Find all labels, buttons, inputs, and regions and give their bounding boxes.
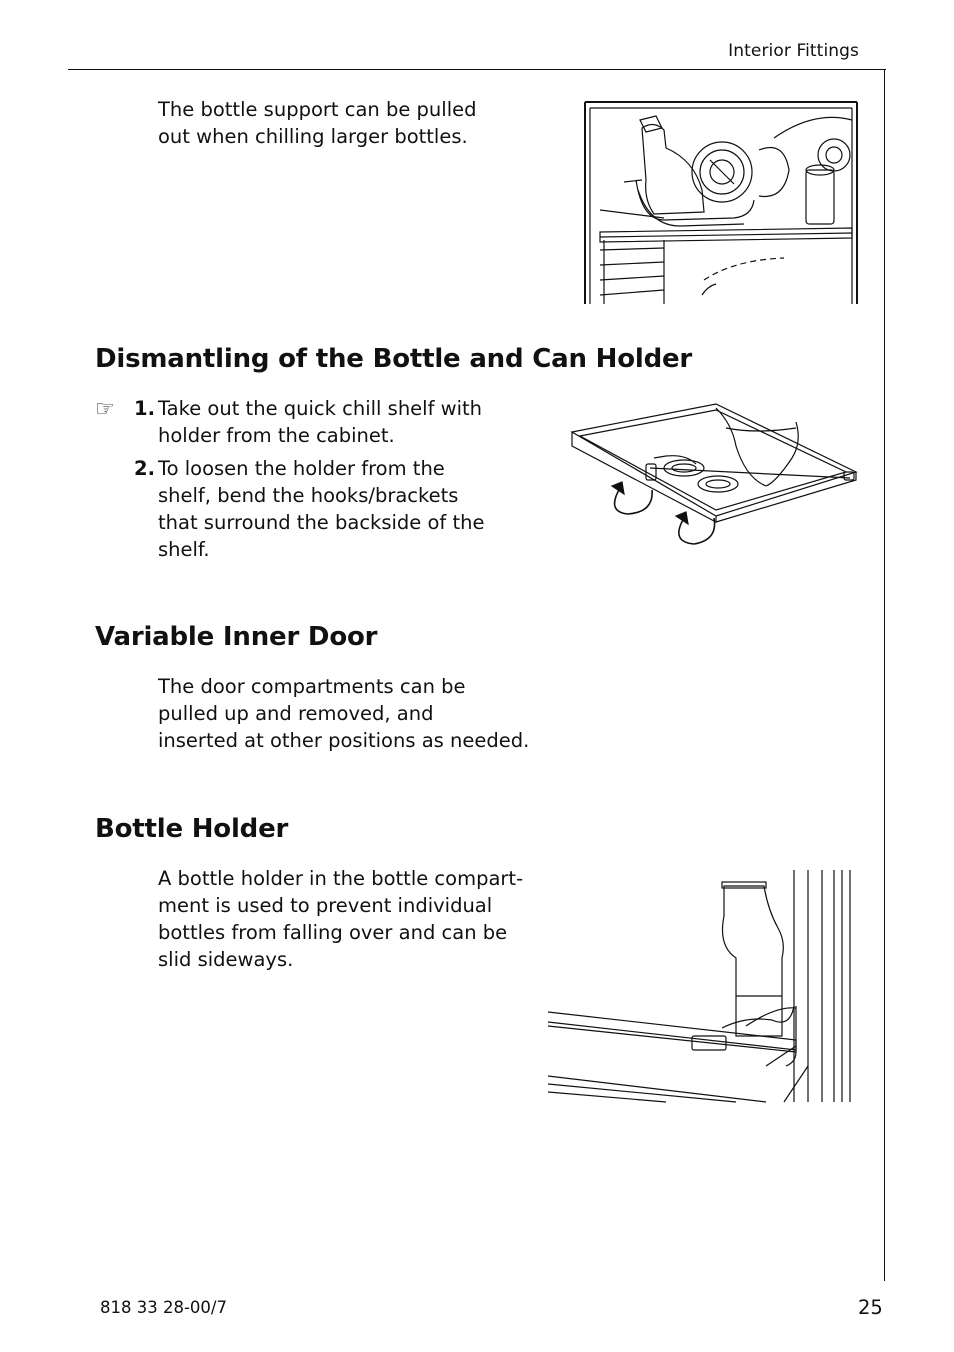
step-text: [158, 455, 485, 563]
header-rule: [68, 69, 886, 70]
step-number: 2.: [134, 457, 155, 480]
step-line: To loosen the holder from the: [158, 457, 445, 480]
pointing-hand-icon: ☞: [95, 397, 115, 422]
intro-line: The bottle support can be pulled: [158, 98, 477, 121]
paragraph-line: pulled up and removed, and: [158, 702, 434, 725]
step-line: shelf.: [158, 538, 210, 561]
section-heading-bottle-holder: Bottle Holder: [95, 814, 289, 844]
step-text: [158, 395, 482, 449]
paragraph-line: ment is used to prevent individual: [158, 894, 493, 917]
paragraph-line: slid sideways.: [158, 948, 294, 971]
step-line: holder from the cabinet.: [158, 424, 395, 447]
running-header: Interior Fittings: [728, 41, 859, 61]
paragraph-line: bottles from falling over and can be: [158, 921, 508, 944]
step-number: 1.: [134, 397, 155, 420]
bottle-support-illustration: [584, 100, 860, 306]
document-code: 818 33 28-00/7: [100, 1298, 227, 1317]
section-heading-variable-door: Variable Inner Door: [95, 622, 378, 652]
step-line: that surround the backside of the: [158, 511, 485, 534]
intro-paragraph: [158, 96, 477, 150]
shelf-holder-illustration: [566, 398, 862, 548]
paragraph-line: A bottle holder in the bottle compart-: [158, 867, 524, 890]
bottle-holder-illustration: [546, 866, 854, 1104]
variable-door-paragraph: [158, 673, 529, 754]
paragraph-line: The door compartments can be: [158, 675, 466, 698]
step-line: shelf, bend the hooks/brackets: [158, 484, 459, 507]
intro-line: out when chilling larger bottles.: [158, 125, 468, 148]
section-heading-dismantling: Dismantling of the Bottle and Can Holder: [95, 344, 693, 374]
page-number: 25: [858, 1296, 883, 1319]
paragraph-line: inserted at other positions as needed.: [158, 729, 530, 752]
bottle-holder-paragraph: [158, 865, 523, 973]
margin-rule: [884, 69, 885, 1281]
step-line: Take out the quick chill shelf with: [158, 397, 483, 420]
